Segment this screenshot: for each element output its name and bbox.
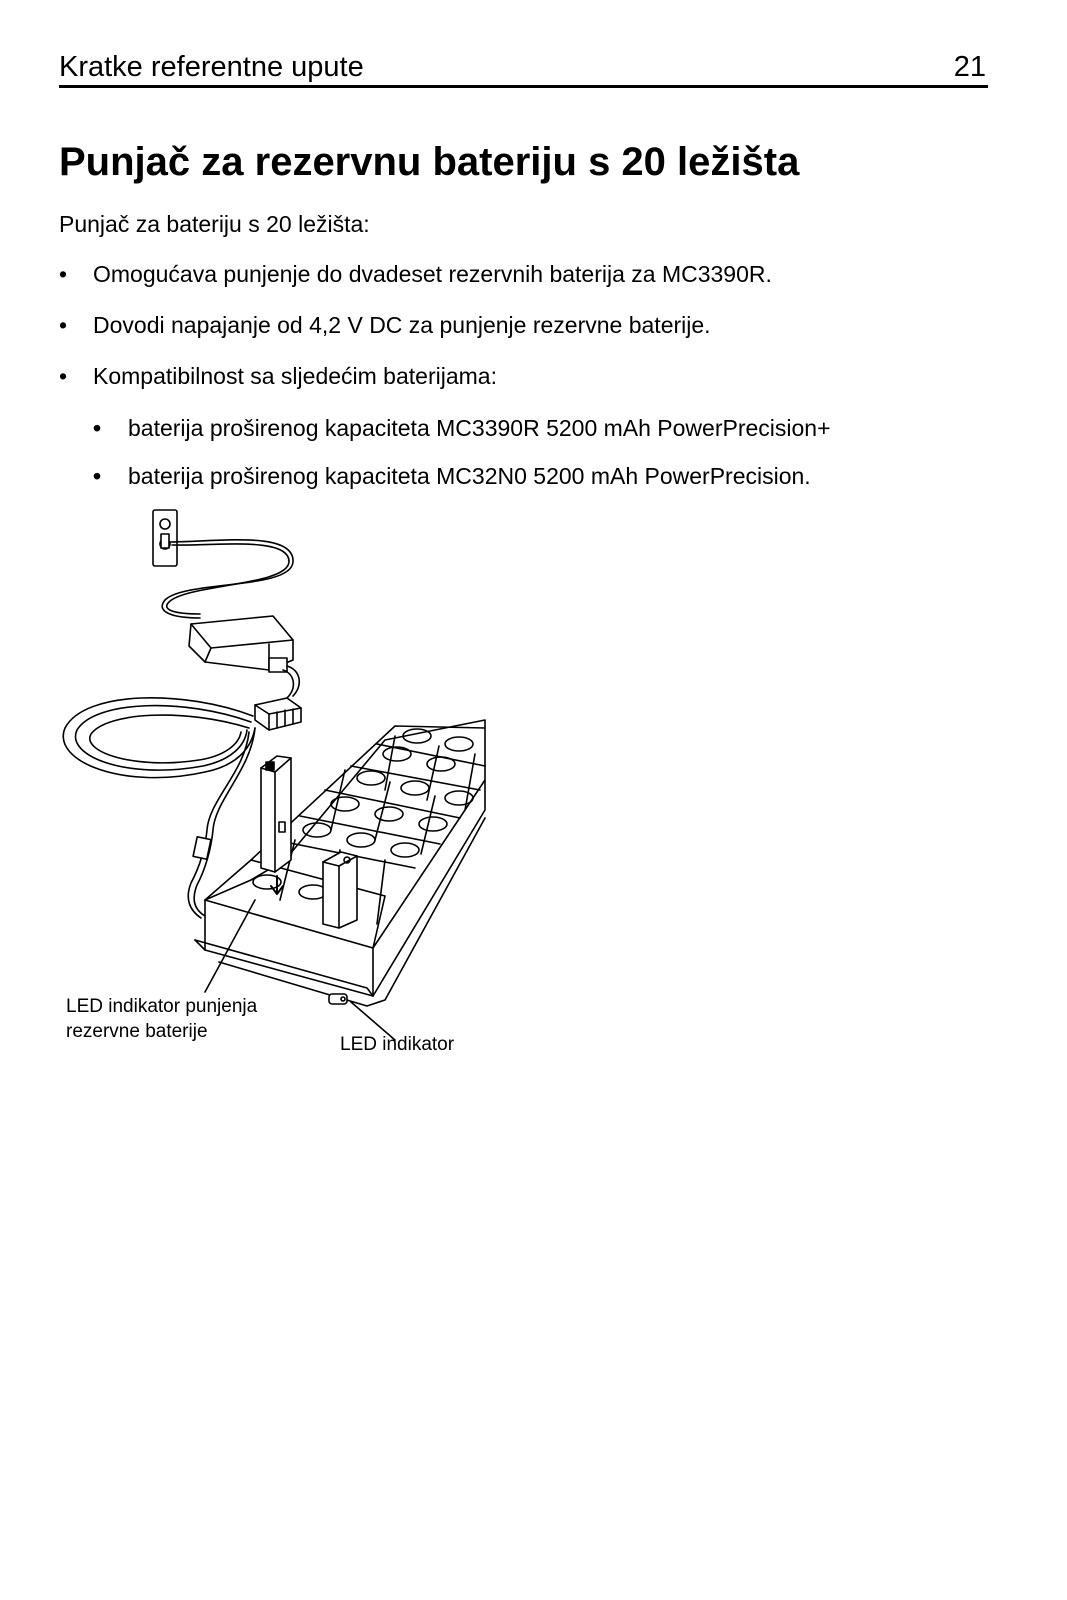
bullet-marker: • [59, 363, 68, 389]
coiled-cable-icon [63, 698, 255, 778]
sub-bullet-text: baterija proširenog kapaciteta MC3390R 5200 mAh PowerPrecision+ [128, 415, 831, 441]
callout-led-spare-line1: LED indikator punjenja [66, 996, 258, 1017]
page-number: 21 [953, 51, 986, 83]
sub-bullet-marker: • [93, 415, 102, 441]
page-title: Punjač za rezervnu bateriju s 20 ležišta [59, 140, 800, 184]
sub-bullet-text: baterija proširenog kapaciteta MC32N0 5200 mAh PowerPrecision. [128, 463, 811, 489]
callout-led-spare-line2: rezervne baterije [66, 1021, 208, 1042]
sub-bullet-marker: • [93, 463, 102, 489]
wall-outlet-icon [153, 510, 177, 566]
cable-adapter-icon [255, 698, 301, 730]
callout-led: LED indikator [340, 1034, 455, 1055]
bullet-text: Omogućava punjenje do dvadeset rezervnih baterija za MC3390R. [93, 261, 772, 287]
header-title: Kratke referentne upute [59, 51, 364, 83]
charger-figure [55, 500, 505, 1080]
power-supply-icon [189, 616, 293, 672]
battery-charger-illustration-icon [55, 500, 505, 1080]
bullet-marker: • [59, 261, 68, 287]
bullet-text: Dovodi napajanje od 4,2 V DC za punjenje rezervne baterije. [93, 312, 711, 338]
running-header [59, 48, 988, 88]
seated-battery-icon [323, 852, 357, 928]
bullet-marker: • [59, 312, 68, 338]
intro-paragraph: Punjač za bateriju s 20 ležišta: [59, 211, 370, 237]
bullet-text: Kompatibilnost sa sljedećim baterijama: [93, 363, 497, 389]
